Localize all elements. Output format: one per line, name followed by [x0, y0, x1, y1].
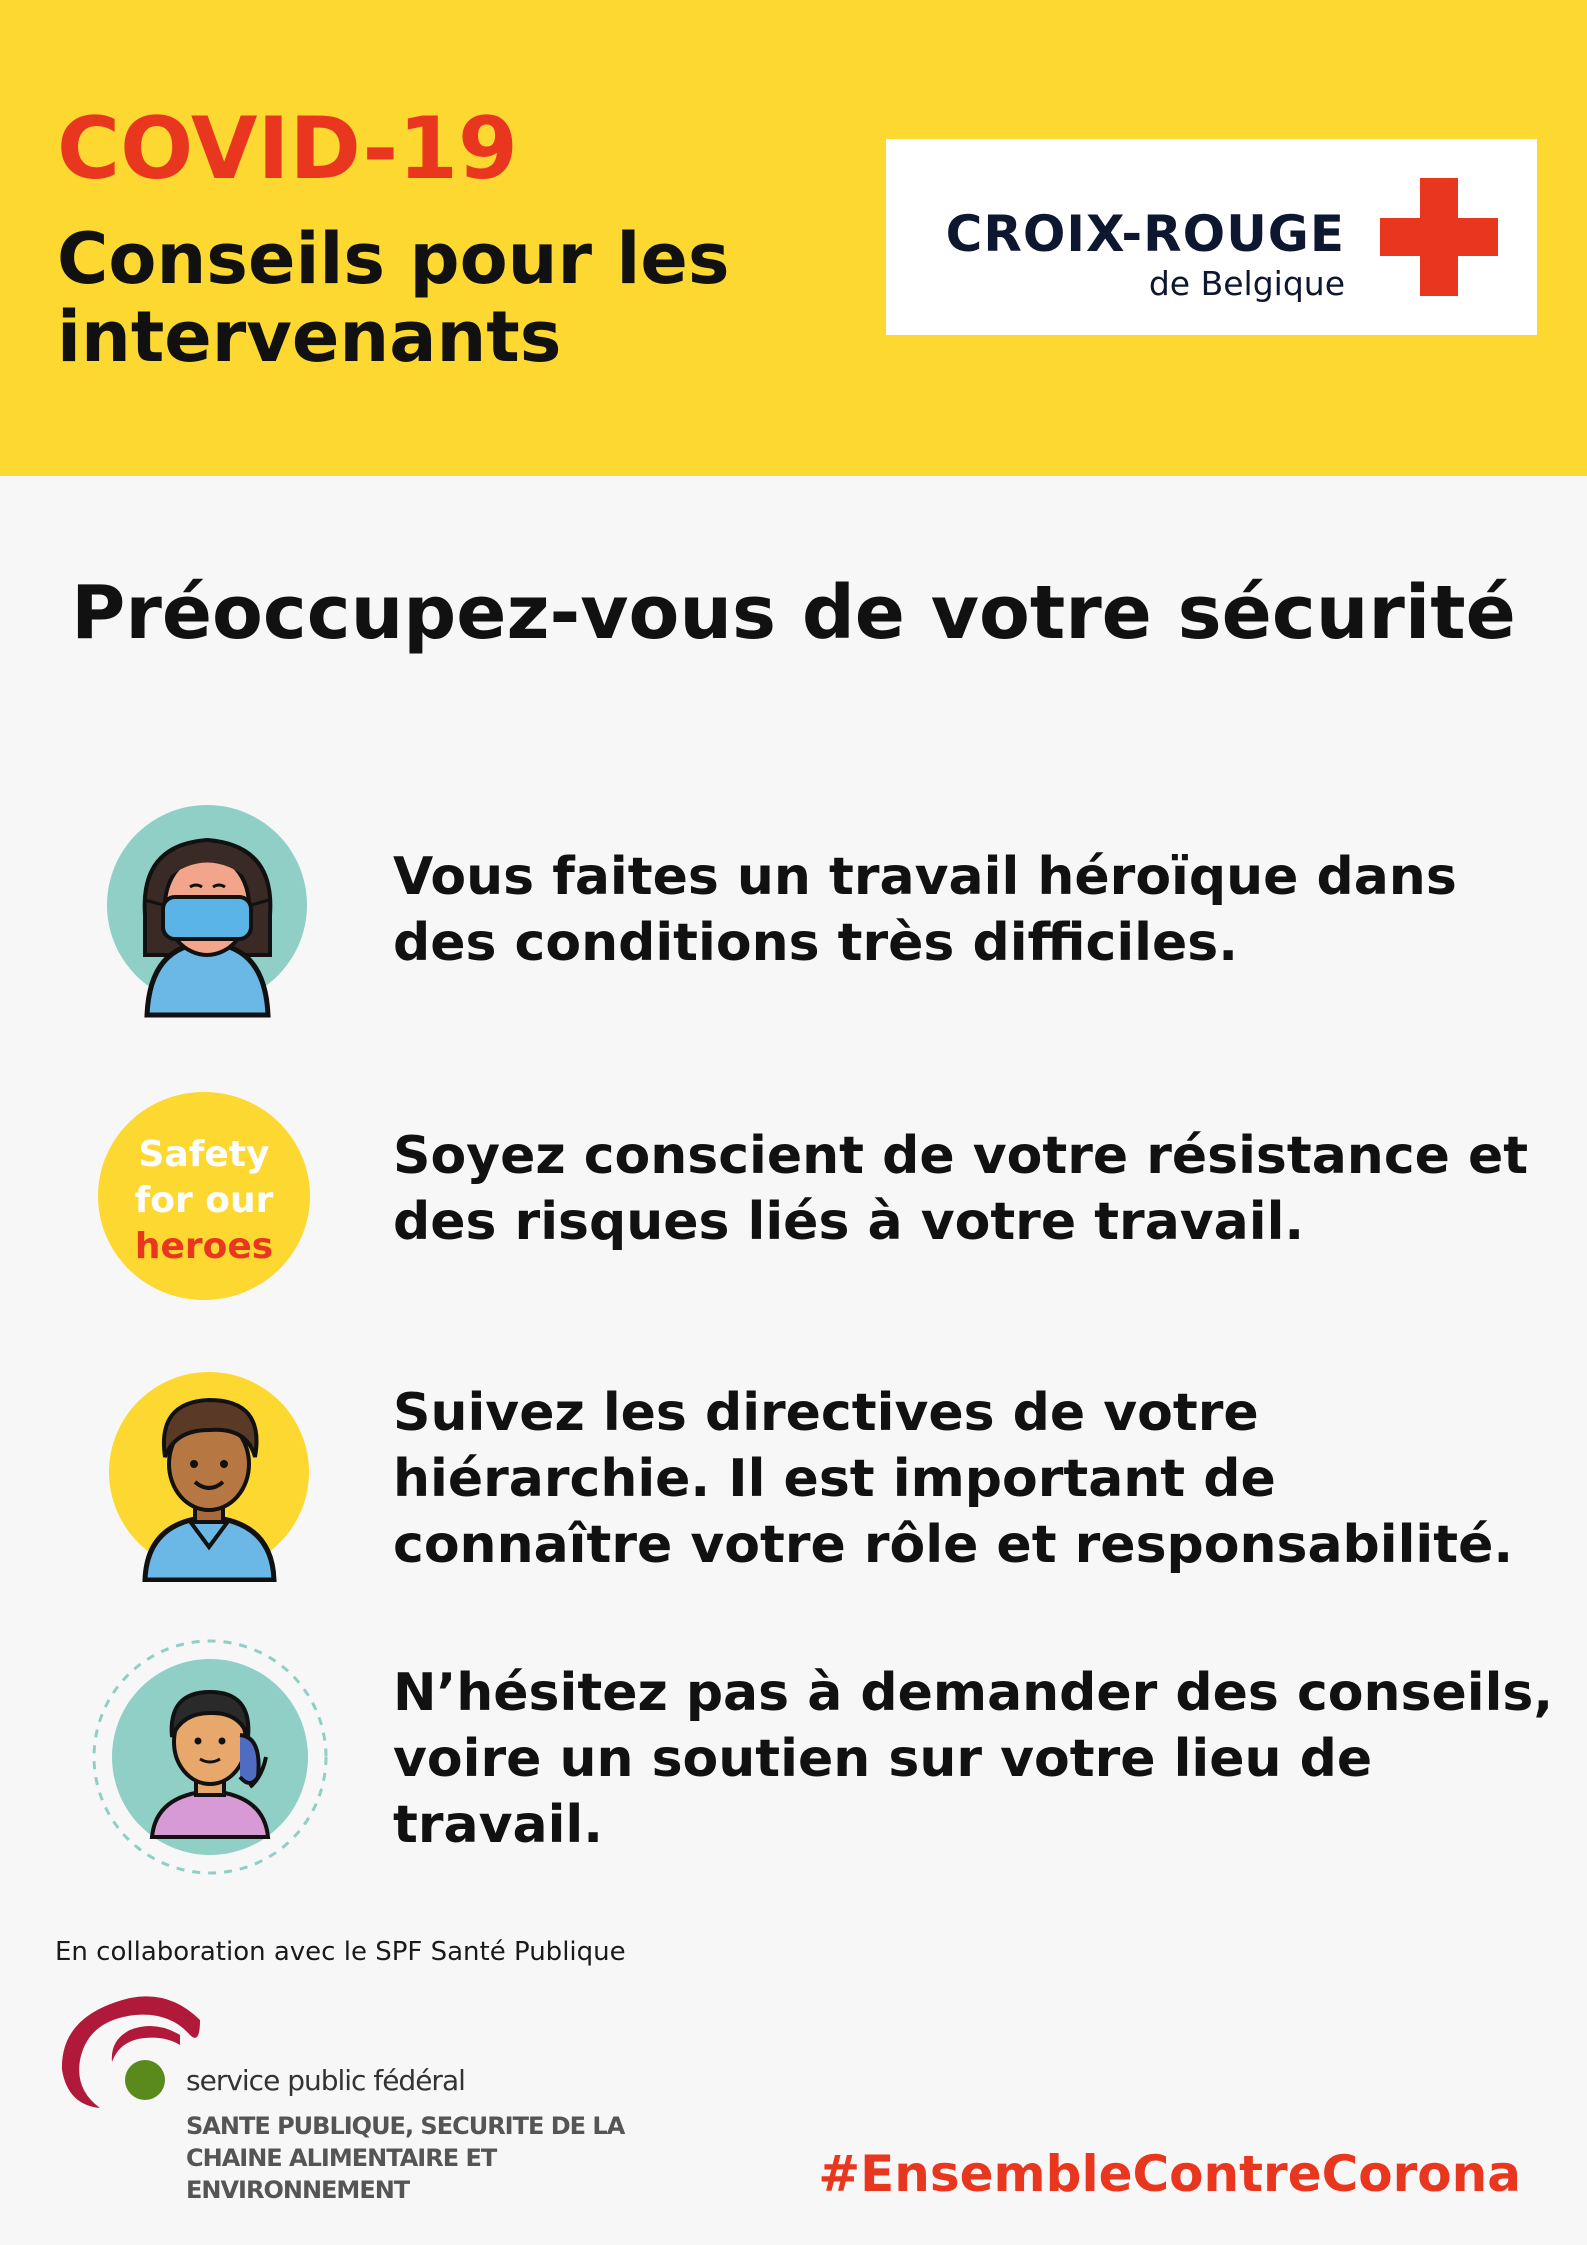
- masked-woman-icon: [105, 805, 310, 1020]
- man-avatar-icon: [107, 1372, 312, 1582]
- header-banner: [0, 0, 1587, 476]
- spf-line-department: SANTE PUBLIQUE, SECURITE DE LA CHAINE ALIMENTAIRE ET ENVIRONNEMENT: [186, 2112, 625, 2204]
- red-cross-logo: [886, 139, 1537, 335]
- spf-line-service: service public fédéral: [186, 2064, 465, 2097]
- phone-call-person-icon: [90, 1637, 330, 1877]
- badge-line-for-our: for our: [134, 1180, 274, 1221]
- main-title: Préoccupez-vous de votre sécurité: [71, 570, 1516, 656]
- tip-text: Suivez les directives de votre hiérarchie. Il est important de connaître votre rôle et responsabilité.: [393, 1383, 1514, 1575]
- red-cross-icon: [1380, 178, 1498, 296]
- badge-line-safety: Safety: [138, 1134, 270, 1175]
- tip-text: Vous faites un travail héroïque dans des conditions très difficiles.: [393, 847, 1457, 973]
- badge-line-heroes: heroes: [134, 1226, 274, 1267]
- logo-name: CROIX-ROUGE: [945, 205, 1345, 263]
- header-subtitle: Conseils pour les intervenants: [57, 218, 730, 378]
- collaboration-note: En collaboration avec le SPF Santé Publique: [55, 1937, 626, 1967]
- tip-text: N’hésitez pas à demander des conseils, voire un soutien sur votre lieu de travail.: [393, 1663, 1554, 1855]
- covid-title: COVID-19: [57, 99, 518, 199]
- tip-text: Soyez conscient de votre résistance et des risques liés à votre travail.: [393, 1126, 1529, 1252]
- logo-subname: de Belgique: [1148, 264, 1345, 303]
- hashtag: #EnsembleContreCorona: [818, 2145, 1521, 2203]
- safety-badge-icon: [98, 1092, 310, 1300]
